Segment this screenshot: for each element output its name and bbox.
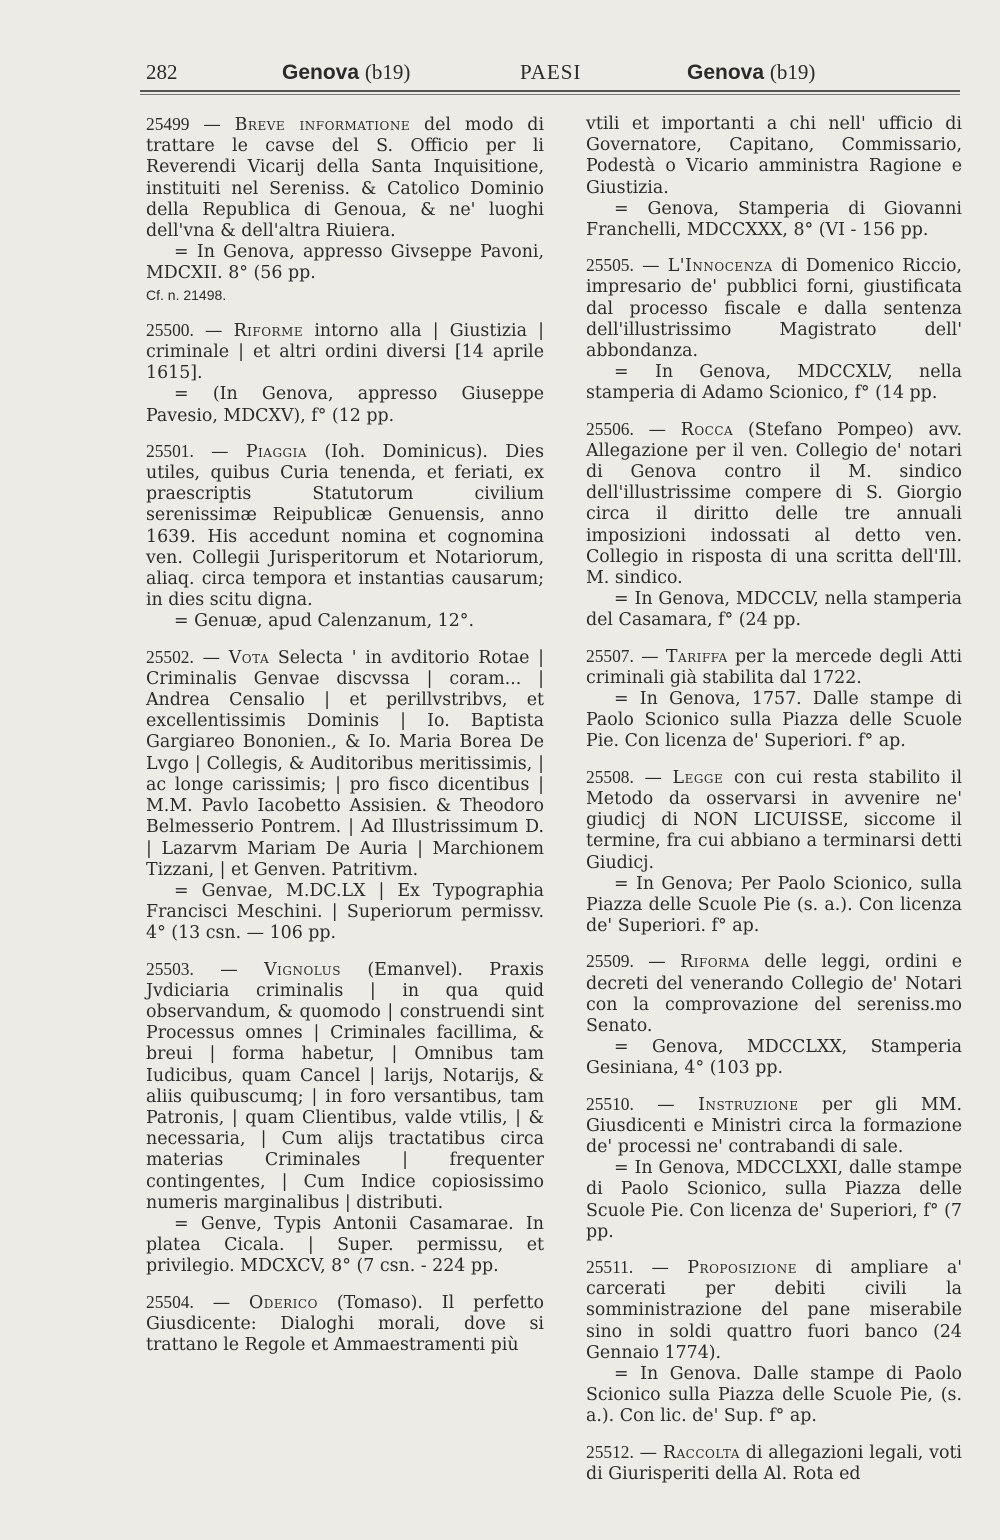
entry-text: (Emanvel). Praxis Jvdiciaria criminalis | in qua quid observandum, & quomodo | construendi sint Processus omnes | Criminales facillima, & breui | forma habetur, | Omnibus tam Iudicibus, quam Cancel | larijs, Notarijs, & aliis quibuscumq; | in foro versantibus, tam Patronis, | quam Clientibus, valde vtilis, | & necessaria, | Cum alijs tractatibus circa materias Criminales | frequenter contingentes, | Cum Indice copiosissimo numeris marginalibus | distributi.: [146, 959, 544, 1213]
catalog-entry: 25506. — Rocca (Stefano Pompeo) avv. Allegazione per il ven. Collegio de' notari di Genova contro il M. sindico dell'illustrissime compere di S. Giorgio circa il diritto delle tre annuali imposizioni indossati al detto ven. Collegio in risposta di una scritta dell'Ill. M. sindico. = In Genova, MDCCLV, nella stamperia del Casamara, f° (24 pp.: [586, 418, 962, 631]
catalog-entry: 25505. — L'Innocenza di Domenico Riccio, impresario de' pubblici forni, giustificata dal processo fiscale e dalla sentenza dell'illustrissimo Magistrato dell' abbondanza. = In Genova, MDCCXLV, nella stamperia di Adamo Scionico, f° (14 pp.: [586, 255, 962, 404]
entry-imprint: = (In Genova, appresso Giuseppe Pavesio, MDCXV), f° (12 pp.: [146, 384, 544, 426]
catalog-entry: 25511. — Proposizione di ampliare a' carcerati per debiti civili la somministrazione del pane miserabile sino in soldi quattro fuori banco (24 Gennaio 1774). = In Genova. Dalle stampe di Paolo Scionico sulla Piazza delle Scuole Pie, (s. a.). Con lic. de' Sup. f° ap.: [586, 1256, 962, 1427]
entry-text: per gli MM. Giusdicenti e Ministri circa la formazione de' processi ne' contrabandi di sale.: [586, 1094, 963, 1157]
entry-text: (Stefano Pompeo) avv. Allegazione per il ven. Collegio de' notari di Genova contro il M. sindico dell'illustrissime compere di S. Giorgio circa il diritto delle tre annuali imposizioni indossati al detto ven. Collegio in risposta di una scritta dell'Ill. M. sindico.: [586, 419, 962, 589]
entry-head: Riforme: [233, 320, 304, 341]
entry-number: 25500.: [146, 319, 194, 340]
header-rule: [140, 90, 960, 92]
entry-number: 25506.: [586, 418, 634, 439]
entry-text: intorno alla | Giustizia | criminale | et altri ordini diversi [14 aprile 1615].: [146, 320, 544, 384]
catalog-entry: 25510. — Instruzione per gli MM. Giusdicenti e Ministri circa la formazione de' processi ne' contrabandi di sale. = In Genova, MDCCLXXI, dalle stampe di Paolo Scionico, sulla Piazza delle Scuole Pie. Con licenza de' Superiori, f° (7 pp.: [586, 1093, 963, 1242]
entry-note: Cf. n. 21498.: [146, 286, 227, 303]
entry-text: del modo di trattare le cavse del S. Officio per li Reverendi Vicarij della Santa Inquisitione, instituiti nel Sereniss. & Catolico Dominio della Republica di Genoua, & ne' luoghi dell'vna & dell'altra Riuiera.: [146, 115, 545, 242]
catalog-entry: 25507. — Tariffa per la mercede degli Atti criminali già stabilita dal 1722. = In Genova, 1757. Dalle stampe di Paolo Scionico sulla Piazza delle Scuole Pie. Con licenza de' Superiori. f° ap.: [586, 645, 963, 752]
entry-number: 25512.: [586, 1441, 634, 1462]
entry-number: 25504.: [146, 1291, 194, 1312]
entry-head: Vignolus: [264, 959, 341, 980]
entry-imprint: = Genve, Typis Antonii Casamarae. In platea Cicala. | Super. permissu, et privilegio. MDCXCV, 8° (7 csn. - 224 pp.: [146, 1213, 544, 1277]
entry-imprint: = Genova, Stamperia di Giovanni Franchelli, MDCCXXX, 8° (VI - 156 pp.: [586, 198, 962, 241]
entry-imprint: = In Genova, MDCCLV, nella stamperia del Casamara, f° (24 pp.: [586, 589, 962, 631]
entry-head: Piaggia: [245, 441, 308, 462]
entry-number: 25511.: [586, 1256, 634, 1277]
catalog-entry: 25503. — Vignolus (Emanvel). Praxis Jvdiciaria criminalis | in qua quid observandum, & quomodo | construendi sint Processus omnes | Criminales facillima, & breui | forma habetur, | Omnibus tam Iudicibus, quam Cancel | larijs, Notarijs, & aliis quibuscumq; | in foro versantibus, tam Patronis, | quam Clientibus, valde vtilis, | & necessaria, | Cum alijs tractatibus circa materias Criminales | frequenter contingentes, | Cum Indice copiosissimo numeris marginalibus | distributi. = Genve, Typis Antonii Casamarae. In platea Cicala. | Super. permissu, et privilegio. MDCXCV, 8° (7 csn. - 224 pp.: [146, 958, 544, 1277]
catalog-entry: 25508. — Legge con cui resta stabilito il Metodo da osservarsi in avvenire ne' giudicj di NON LICUISSE, siccome il termine, fra cui abbiano a terminarsi detti Giudicj. = In Genova; Per Paolo Scionico, sulla Piazza delle Scuole Pie (s. a.). Con licenza de' Superiori. f° ap.: [586, 766, 963, 937]
entry-number: 25505.: [586, 255, 634, 276]
entry-number: 25507.: [586, 645, 634, 666]
entry-imprint: = In Genova, MDCCLXXI, dalle stampe di Paolo Scionico, sulla Piazza delle Scuole Pie. Con licenza de' Superiori, f° (7 pp.: [586, 1158, 962, 1242]
entry-imprint: = In Genova; Per Paolo Scionico, sulla Piazza delle Scuole Pie (s. a.). Con licenza de' Superiori. f° ap.: [586, 873, 962, 937]
catalog-entry: 25502. — Vota Selecta ' in avditorio Rotae | Criminalis Genvae discvssa | coram... | Andrea Censalio | et perillvstribvs, et excellentissimis Dominis | Io. Baptista Gargiareo Bononien., & Io. Maria Borea De Lvgo | Collegis, & Auditoribus meritissimis, | ac longe carissimis; | pro fisco dicentibus | M.M. Pavlo Iacobetto Assisien. & Theodoro Belmesserio Pontrem. | Ad Illustrissimum D. | Lazarvm Mariam De Auria | Marchionem Tizzani, | et Genven. Patritivm. = Genvae, M.DC.LX | Ex Typographia Francisci Meschini. | Superiorum permissv. 4° (13 csn. — 106 pp.: [146, 646, 545, 944]
entry-number: 25508.: [586, 766, 634, 787]
entry-number: 25502.: [146, 646, 194, 667]
entry-text: (Tomaso). Il perfetto Giusdicente: Dialoghi morali, dove si trattano le Regole et Ammaestramenti più: [146, 1292, 544, 1355]
catalog-entry-continued: [586, 114, 962, 241]
entry-text: (Ioh. Dominicus). Dies utiles, quibus Curia tenenda, et feriati, ex praescriptis Statutorum civilium serenissimæ Reipublicæ Genuensis, anno 1639. His accedunt nomina et cognomina ven. Collegii Jurisperitorum et Notariorum, aliaq. circa tempora et instantias causarum; in dies scitu digna.: [146, 441, 544, 611]
running-title-right-sup: (b19): [769, 60, 816, 84]
entry-number: 25509.: [586, 951, 634, 972]
entry-number: 25499: [146, 114, 190, 134]
entry-number: 25501.: [146, 440, 194, 461]
entry-number: 25510.: [586, 1093, 634, 1114]
running-title-right-text: Genova: [687, 61, 765, 84]
catalog-entry: 25504. — Oderico (Tomaso). Il perfetto Giusdicente: Dialoghi morali, dove si trattano le Regole et Ammaestramenti più: [146, 1291, 544, 1355]
entry-head: Tariffa: [665, 646, 728, 667]
catalog-entry: 25509. — Riforma delle leggi, ordini e decreti del venerando Collegio de' Notari con la comprovazione del sereniss.mo Senato. = Genova, MDCCLXX, Stamperia Gesiniana, 4° (103 pp.: [586, 951, 962, 1079]
left-column: [146, 114, 544, 1370]
running-title-right: [687, 52, 815, 92]
entry-text: di Domenico Riccio, impresario de' pubblici forni, giustificata dal processo fiscale e dalla sentenza dell'illustrissimo Magistrato dell' abbondanza.: [586, 256, 962, 362]
catalog-entry: 25499 — Breve informatione del modo di trattare le cavse del S. Officio per li Reverendi Vicarij della Santa Inquisitione, instituiti nel Sereniss. & Catolico Dominio della Republica di Genoua, & ne' luoghi dell'vna & dell'altra Riuiera. = In Genova, appresso Givseppe Pavoni, MDCXII. 8° (56 pp. Cf. n. 21498.: [146, 114, 544, 306]
running-title-left-text: Genova: [282, 61, 360, 84]
entry-head: Vota: [228, 647, 270, 668]
entry-text: di allegazioni legali, voti di Giurisperiti della Al. Rota ed: [586, 1442, 962, 1484]
section-title: PAESI: [520, 60, 582, 84]
header-rule-thin: [140, 94, 960, 95]
entry-head: Raccolta: [662, 1442, 740, 1463]
entry-imprint: = In Genova, appresso Givseppe Pavoni, MDCXII. 8° (56 pp.: [146, 242, 544, 284]
entry-text: Selecta ' in avditorio Rotae | Criminalis Genvae discvssa | coram... | Andrea Censalio | et perillvstribvs, et excellentissimis Dominis | Io. Baptista Gargiareo Bononien., & Io. Maria Borea De Lvgo | Collegis, & Auditoribus meritissimis, | ac longe carissimis; | pro fisco dicentibus | M.M. Pavlo Iacobetto Assisien. & Theodoro Belmesserio Pontrem. | Ad Illustrissimum D. | Lazarvm Mariam De Auria | Marchionem Tizzani, | et Genven. Patritivm.: [146, 647, 545, 880]
entry-head: Proposizione: [687, 1257, 797, 1278]
entry-text: di ampliare a' carcerati per debiti civili la somministrazione del pane miserabile sino in soldi quattro fuori banco (24 Gennaio 1774).: [586, 1257, 962, 1363]
entry-head: Riforma: [680, 952, 750, 973]
entry-imprint: = Genova, MDCCLXX, Stamperia Gesiniana, 4° (103 pp.: [586, 1037, 962, 1079]
entry-head: Breve informatione: [234, 115, 411, 135]
entry-imprint: = In Genova, MDCCXLV, nella stamperia di Adamo Scionico, f° (14 pp.: [586, 362, 962, 404]
entry-imprint: = Genuæ, apud Calenzanum, 12°.: [174, 611, 475, 632]
catalog-entry: 25500. — Riforme intorno alla | Giustizia | criminale | et altri ordini diversi [14 aprile 1615]. = (In Genova, appresso Giuseppe Pavesio, MDCXV), f° (12 pp.: [146, 319, 544, 426]
entry-head: Rocca: [680, 419, 734, 440]
entry-head: Instruzione: [698, 1094, 799, 1115]
entry-imprint: = In Genova. Dalle stampe di Paolo Scionico sulla Piazza delle Scuole Pie, (s. a.). Con lic. de' Sup. f° ap.: [586, 1363, 962, 1427]
entry-imprint: = Genvae, M.DC.LX | Ex Typographia Francisci Meschini. | Superiorum permissv. 4° (13 csn. — 106 pp.: [146, 880, 544, 944]
entry-number: 25503.: [146, 958, 194, 979]
entry-text: delle leggi, ordini e decreti del venerando Collegio de' Notari con la comprovazione del sereniss.mo Senato.: [586, 952, 962, 1036]
entry-text: vtili et importanti a chi nell' ufficio di Governatore, Capitano, Commissario, Podestà o Vicario amministra Ragione e Giustizia.: [586, 114, 962, 198]
catalog-entry: 25512. — Raccolta di allegazioni legali, voti di Giurisperiti della Al. Rota ed: [586, 1441, 962, 1484]
entry-text: con cui resta stabilito il Metodo da osservarsi in avvenire ne' giudicj di NON LICUISSE, siccome il termine, fra cui abbiano a terminarsi detti Giudicj.: [586, 767, 963, 873]
entry-text: per la mercede degli Atti criminali già stabilita dal 1722.: [586, 646, 963, 688]
entry-head: Oderico: [248, 1292, 318, 1313]
right-column: [586, 114, 962, 1499]
running-title-left-sup: (b19): [364, 60, 411, 84]
page-number: 282: [146, 60, 178, 84]
entry-head: L'Innocenza: [667, 256, 773, 277]
running-title-left: [282, 52, 410, 92]
entry-head: Legge: [672, 767, 724, 788]
catalog-entry: 25501. — Piaggia (Ioh. Dominicus). Dies utiles, quibus Curia tenenda, et feriati, ex praescriptis Statutorum civilium serenissimæ Reipublicæ Genuensis, anno 1639. His accedunt nomina et cognomina ven. Collegii Jurisperitorum et Notariorum, aliaq. circa tempora et instantias causarum; in dies scitu digna. = Genuæ, apud Calenzanum, 12°.: [146, 440, 544, 632]
entry-imprint: = In Genova, 1757. Dalle stampe di Paolo Scionico sulla Piazza delle Scuole Pie. Con licenza de' Superiori. f° ap.: [586, 689, 962, 752]
